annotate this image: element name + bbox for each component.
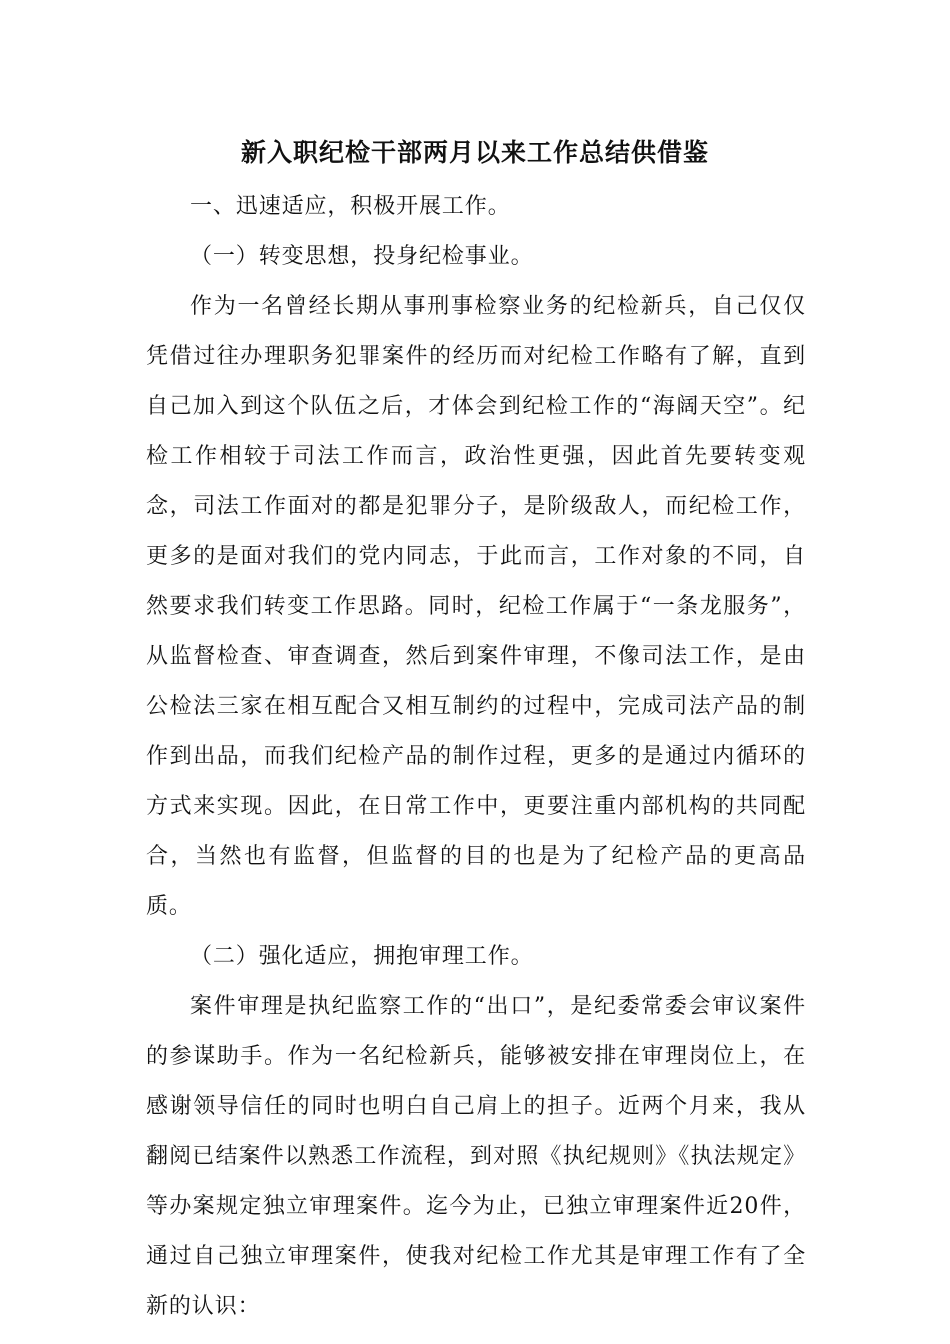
subsection-heading-1: （一）转变思想，投身纪检事业。 — [190, 244, 534, 269]
body-paragraph-1: 作为一名曾经长期从事刑事检察业务的纪检新兵，自己仅仅凭借过往办理职务犯罪案件的经历而对纪检工作略有了解，直到自己加入到这个队伍之后，才体会到纪检工作的“海阔天空”。纪检工作相较于司法工作而言，政治性更强，因此首先要转变观念，司法工作面对的都是犯罪分子，是阶级敌人，而纪检工作，更多的是面对我们的党内同志，于此而言，工作对象的不同，自然要求我们转变工作思路。同时，纪检工作属于“一条龙服务”，从监督检查、审查调查，然后到案件审理，不像司法工作，是由公检法三家在相互配合又相互制约的过程中，完成司法产品的制作到出品，而我们纪检产品的制作过程，更多的是通过内循环的方式来实现。因此，在日常工作中，更要注重内部机构的共同配合，当然也有监督，但监督的目的也是为了纪检产品的更高品质。 — [146, 294, 806, 919]
body-paragraph-2: 案件审理是执纪监察工作的“出口”，是纪委常委会审议案件的参谋助手。作为一名纪检新兵，能够被安排在审理岗位上，在感谢领导信任的同时也明白自己肩上的担子。近两个月来，我从翻阅已结案件以熟悉工作流程，到对照《执纪规则》《执法规定》等办案规定独立审理案件。迄今为止，已独立审理案件近20件，通过自己独立审理案件，使我对纪检工作尤其是审理工作有了全新的认识： — [146, 994, 806, 1319]
document-title: 新入职纪检干部两月以来工作总结供借鉴 — [240, 138, 709, 167]
subsection-heading-2: （二）强化适应，拥抱审理工作。 — [190, 944, 534, 969]
document-body — [146, 182, 806, 1332]
section-heading-1: 一、迅速适应，积极开展工作。 — [190, 194, 511, 219]
